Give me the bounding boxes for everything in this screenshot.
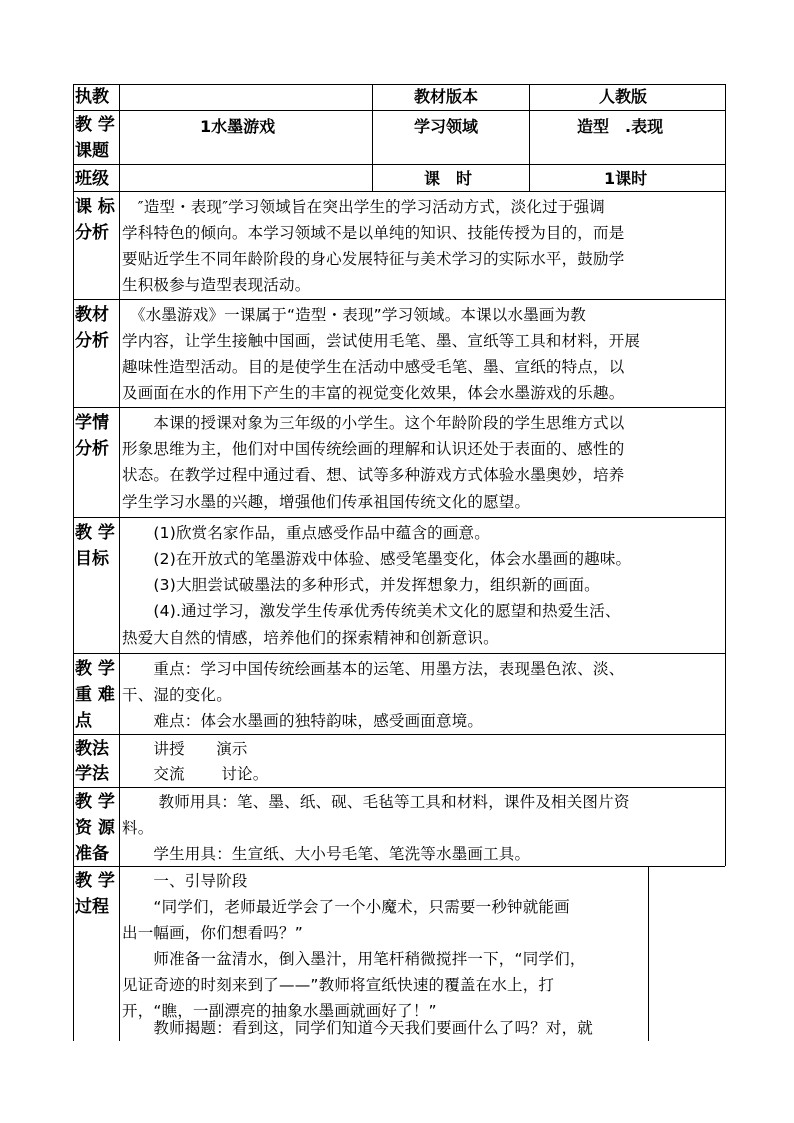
topic-label: 教 学 xyxy=(75,115,115,135)
students-line: 本课的授课对象为三年级的小学生。这个年龄阶段的学生思维方式以 xyxy=(122,414,625,432)
methods-line: 讲授 演示 xyxy=(122,740,248,758)
table-rule xyxy=(73,84,74,1041)
topic-value: 1水墨游戏 xyxy=(200,117,276,136)
goals-line: (4).通过学习，激发学生传承优秀传统美术文化的愿望和热爱生活、 xyxy=(122,602,621,620)
students-line: 状态。在教学过程中通过看、想、试等多种游戏方式体验水墨奥妙，培养 xyxy=(122,466,625,484)
section-label: 教法 xyxy=(75,739,109,759)
table-rule xyxy=(73,164,725,165)
process-line: 见证奇迹的时刻来到了——”教师将宣纸快速的覆盖在水上，打 xyxy=(122,976,555,994)
methods-line: 交流 讨论。 xyxy=(122,765,269,783)
table-rule xyxy=(648,866,649,1041)
table-rule xyxy=(529,84,530,191)
standard-line: 学科特色的倾向。本学习领域不是以单纯的知识、技能传授为目的，而是 xyxy=(122,224,625,242)
process-line: “同学们，老师最近学会了一个小魔术，只需要一秒钟就能画 xyxy=(122,898,570,916)
hours-value: 1课时 xyxy=(604,169,648,188)
keypoints-line: 难点：体会水墨画的独特韵味，感受画面意境。 xyxy=(122,712,484,730)
section-label: 学情 xyxy=(75,413,109,433)
section-label: 教 学 xyxy=(75,871,115,891)
section-label: 资 源 xyxy=(75,818,115,838)
resources-line: 教师用具：笔、墨、纸、砚、毛毡等工具和材料，课件及相关图片资 xyxy=(122,793,630,811)
section-label: 分析 xyxy=(75,223,109,243)
goals-line: 热爱大自然的情感，培养他们的探索精神和创新意识。 xyxy=(122,629,499,647)
standard-line: ″造型・表现″学习领域旨在突出学生的学习活动方式，淡化过于强调 xyxy=(122,198,605,216)
section-label: 学法 xyxy=(75,764,109,784)
section-label: 重 难 xyxy=(75,685,115,705)
material-line: 学内容，让学生接触中国画，尝试使用毛笔、墨、宣纸等工具和材料，开展 xyxy=(122,332,641,350)
topic-label-line2: 课题 xyxy=(75,141,109,161)
goals-line: (2)在开放式的笔墨游戏中体验、感受笔墨变化，体会水墨画的趣味。 xyxy=(122,550,632,568)
section-label: 分析 xyxy=(75,439,109,459)
table-rule xyxy=(73,787,725,788)
standard-line: 要贴近学生不同年龄阶段的身心发展特征与美术学习的实际水平，鼓励学 xyxy=(122,250,625,268)
table-rule xyxy=(73,407,725,408)
domain-value: 造型 .表现 xyxy=(577,117,664,136)
resources-line: 料。 xyxy=(122,819,154,837)
section-label: 教 学 xyxy=(75,792,115,812)
process-line: 师准备一盆清水，倒入墨汁，用笔杆稍微搅拌一下，“同学们， xyxy=(122,950,586,968)
section-label: 教 学 xyxy=(75,523,115,543)
resources-line: 学生用具：生宣纸、大小号毛笔、笔洗等水墨画工具。 xyxy=(122,845,531,863)
process-line: 一、引导阶段 xyxy=(122,872,248,890)
section-label: 目标 xyxy=(75,549,109,569)
table-rule xyxy=(73,517,725,518)
domain-label: 学习领域 xyxy=(414,117,479,136)
process-line: 开，“瞧，一副漂亮的抽象水墨画就画好了！” xyxy=(122,1002,437,1020)
table-rule xyxy=(725,84,726,866)
class-label: 班级 xyxy=(75,169,109,189)
goals-line: (3)大胆尝试破墨法的多种形式，并发挥想象力，组织新的画面。 xyxy=(122,576,600,594)
teacher-label: 执教 xyxy=(75,87,109,107)
section-label: 教材 xyxy=(75,305,109,325)
material-line: 及画面在水的作用下产生的丰富的视觉变化效果，体会水墨游戏的乐趣。 xyxy=(122,384,625,402)
table-rule xyxy=(73,110,725,111)
material-line: 趣味性造型活动。目的是使学生在活动中感受毛笔、墨、宣纸的特点，以 xyxy=(122,358,625,376)
students-line: 学生学习水墨的兴趣，增强他们传承祖国传统文化的愿望。 xyxy=(122,493,531,511)
students-line: 形象思维为主，他们对中国传统绘画的理解和认识还处于表面的、感性的 xyxy=(122,440,625,458)
table-rule xyxy=(372,84,373,191)
standard-line: 生积极参与造型表现活动。 xyxy=(122,276,311,294)
goals-line: (1)欣赏名家作品，重点感受作品中蕴含的画意。 xyxy=(122,524,490,542)
keypoints-line: 重点：学习中国传统绘画基本的运笔、用墨方法，表现墨色浓、淡、 xyxy=(122,660,625,678)
section-label: 准备 xyxy=(75,844,109,864)
section-label: 课 标 xyxy=(75,197,115,217)
edition-label: 教材版本 xyxy=(414,87,479,106)
section-label: 过程 xyxy=(75,897,109,917)
table-rule xyxy=(73,653,725,654)
process-line: 出一幅画，你们想看吗？” xyxy=(122,924,303,942)
table-rule xyxy=(119,84,120,1041)
hours-label: 课 时 xyxy=(424,169,473,188)
process-line: 教师揭题：看到这，同学们知道今天我们要画什么了吗？对，就 xyxy=(122,1019,594,1037)
section-label: 点 xyxy=(75,711,92,731)
section-label: 分析 xyxy=(75,331,109,351)
section-label: 教 学 xyxy=(75,659,115,679)
table-rule xyxy=(73,734,725,735)
keypoints-line: 干、湿的变化。 xyxy=(122,686,232,704)
table-rule xyxy=(73,299,725,300)
edition-value: 人教版 xyxy=(599,87,648,106)
material-line: 《水墨游戏》一课属于“造型・表现”学习领域。本课以水墨画为教 xyxy=(122,306,587,324)
